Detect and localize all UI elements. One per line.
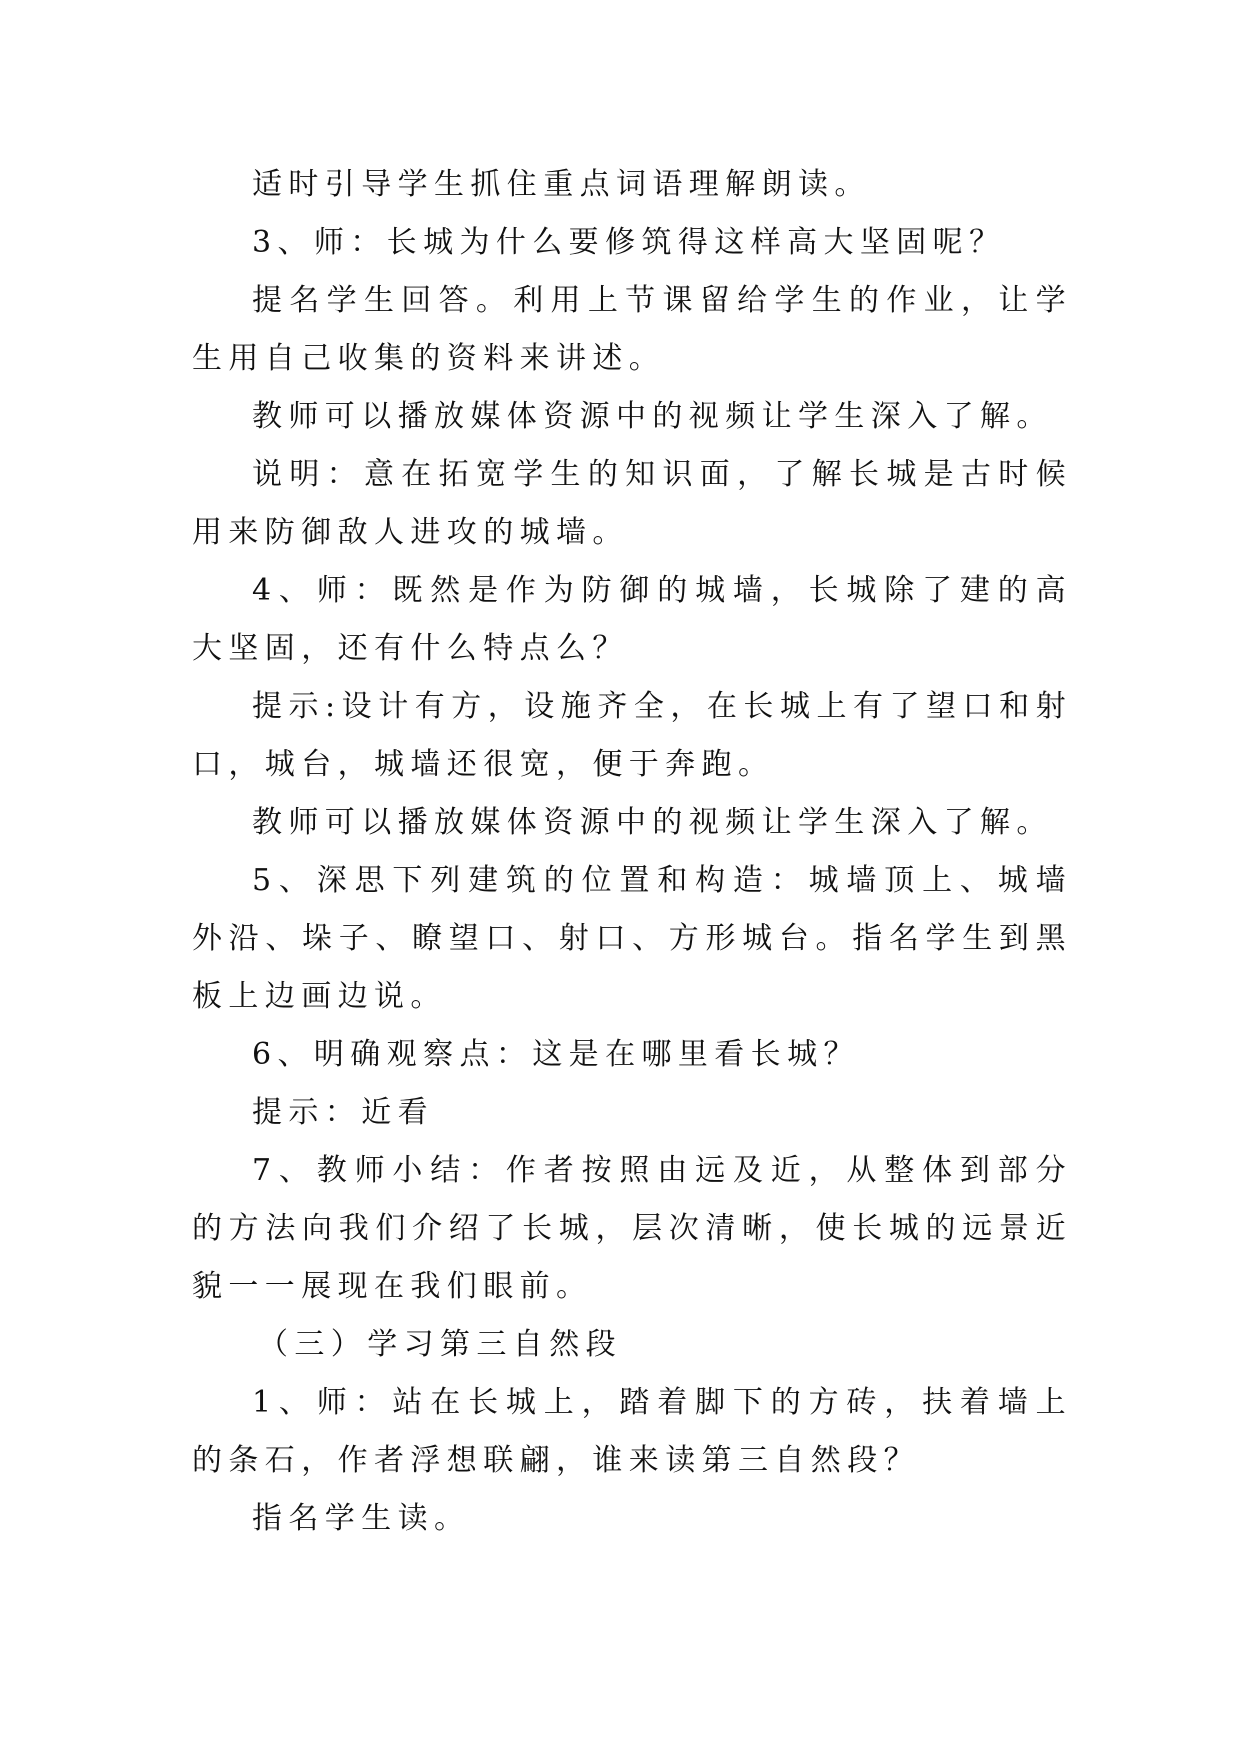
paragraph: 提名学生回答。利用上节课留给学生的作业，让学生用自己收集的资料来讲述。 xyxy=(192,283,1072,376)
paragraph: 适时引导学生抓住重点词语理解朗读。 xyxy=(252,167,871,202)
paragraph: 教师可以播放媒体资源中的视频让学生深入了解。 xyxy=(252,399,1053,434)
document-page xyxy=(192,156,1072,1548)
paragraph: 说明：意在拓宽学生的知识面，了解长城是古时候用来防御敌人进攻的城墙。 xyxy=(192,457,1072,550)
paragraph: 5、深思下列建筑的位置和构造：城墙顶上、城墙外沿、垛子、瞭望口、射口、方形城台。指名学生到黑板上边画边说。 xyxy=(192,863,1072,1014)
paragraph: 7、教师小结：作者按照由远及近，从整体到部分的方法向我们介绍了长城，层次清晰，使长城的远景近貌一一展现在我们眼前。 xyxy=(192,1153,1072,1304)
paragraph: 提示:设计有方，设施齐全，在长城上有了望口和射口，城台，城墙还很宽，便于奔跑。 xyxy=(192,689,1072,782)
paragraph: 6、明确观察点：这是在哪里看长城？ xyxy=(252,1037,860,1072)
paragraph: 3、师：长城为什么要修筑得这样高大坚固呢？ xyxy=(252,225,1006,260)
paragraph: 1、师：站在长城上，踏着脚下的方砖，扶着墙上的条石，作者浮想联翩，谁来读第三自然段？ xyxy=(192,1385,1072,1478)
section-heading: （三）学习第三自然段 xyxy=(258,1327,622,1362)
paragraph: 提示：近看 xyxy=(252,1095,434,1130)
paragraph: 4、师：既然是作为防御的城墙，长城除了建的高大坚固，还有什么特点么？ xyxy=(192,573,1072,666)
paragraph: 教师可以播放媒体资源中的视频让学生深入了解。 xyxy=(252,805,1053,840)
paragraph: 指名学生读。 xyxy=(252,1501,471,1536)
